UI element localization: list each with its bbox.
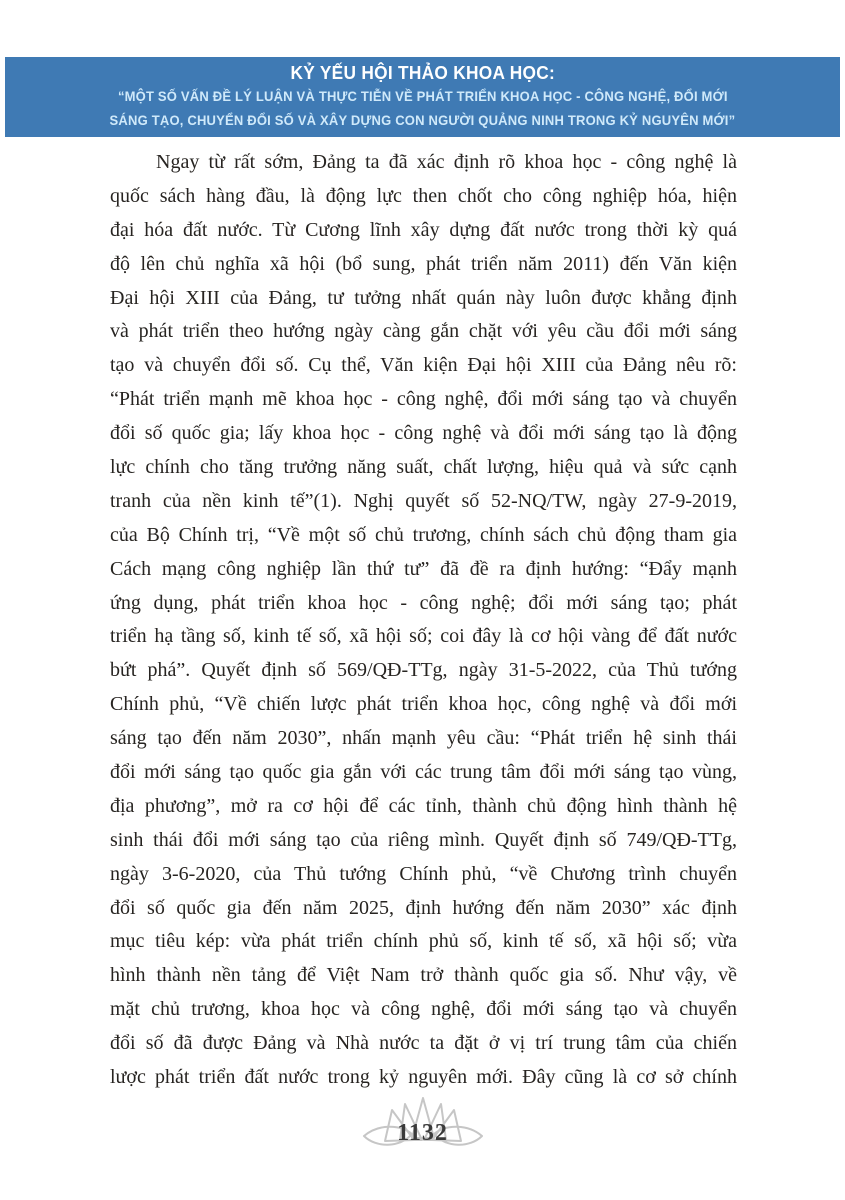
- page-footer: [0, 1094, 845, 1160]
- body-text-line: độ lên chủ nghĩa xã hội (bổ sung, phát triển năm 2011) đến Văn kiện: [110, 252, 737, 275]
- proceedings-title: KỶ YẾU HỘI THẢO KHOA HỌC:: [290, 63, 555, 83]
- body-text-line: ngày 3-6-2020, của Thủ tướng Chính phủ, “về Chương trình chuyển: [110, 862, 737, 885]
- body-text-line: Ngay từ rất sớm, Đảng ta đã xác định rõ khoa học - công nghệ là: [156, 151, 737, 173]
- body-text-line: đổi số quốc gia; lấy khoa học - công nghệ và đổi mới sáng tạo là động: [110, 422, 737, 445]
- body-text-line: của Bộ Chính trị, “Về một số chủ trương, chính sách chủ động tham gia: [110, 523, 737, 546]
- body-text-line: và phát triển theo hướng ngày càng gắn chặt với yêu cầu đổi mới sáng: [110, 320, 737, 343]
- body-text-line: Cách mạng công nghiệp lần thứ tư” đã đề ra định hướng: “Đẩy mạnh: [110, 557, 737, 580]
- body-text-line: đổi số đã được Đảng và Nhà nước ta đặt ở vị trí trung tâm của chiến: [110, 1032, 737, 1055]
- body-text-line: lược phát triển đất nước trong kỷ nguyên mới. Đây cũng là cơ sở chính: [110, 1066, 737, 1089]
- body-text-line: tranh của nền kinh tế”(1). Nghị quyết số 52-NQ/TW, ngày 27-9-2019,: [110, 489, 737, 512]
- body-text-line: hình thành nền tảng để Việt Nam trở thành quốc gia số. Như vậy, về: [110, 964, 737, 987]
- body-text-line: đổi mới sáng tạo quốc gia gắn với các trung tâm đổi mới sáng tạo vùng,: [110, 761, 737, 784]
- body-text-line: tạo và chuyển đổi số. Cụ thể, Văn kiện Đại hội XIII của Đảng nêu rõ:: [110, 354, 737, 377]
- body-text-line: Đại hội XIII của Đảng, tư tưởng nhất quán này luôn được khẳng định: [110, 286, 737, 309]
- conference-subtitle-line2: SÁNG TẠO, CHUYỂN ĐỔI SỐ VÀ XÂY DỰNG CON NGƯỜI QUẢNG NINH TRONG KỶ NGUYÊN MỚI”: [109, 112, 736, 128]
- body-text-line: bứt phá”. Quyết định số 569/QĐ-TTg, ngày 31-5-2022, của Thủ tướng: [110, 659, 737, 682]
- body-text-line: ứng dụng, phát triển khoa học - công nghệ; đổi mới sáng tạo; phát: [110, 591, 737, 614]
- conference-header-banner: [5, 57, 840, 137]
- body-text-line: mặt chủ trương, khoa học và công nghệ, đổi mới sáng tạo và chuyển: [110, 998, 737, 1021]
- body-text-line: mục tiêu kép: vừa phát triển chính phủ số, kinh tế số, xã hội số; vừa: [110, 930, 737, 953]
- article-body-paragraph: [110, 146, 737, 1095]
- body-text-line: đại hóa đất nước. Từ Cương lĩnh xây dựng đất nước trong thời kỳ quá: [110, 218, 737, 241]
- body-text-line: “Phát triển mạnh mẽ khoa học - công nghệ, đổi mới sáng tạo và chuyển: [110, 388, 737, 411]
- body-text-line: sinh thái đổi mới sáng tạo của riêng mình. Quyết định số 749/QĐ-TTg,: [110, 828, 737, 851]
- body-text-line: đổi số quốc gia đến năm 2025, định hướng đến năm 2030” xác định: [110, 896, 737, 919]
- body-text-line: triển hạ tầng số, kinh tế số, xã hội số; coi đây là cơ hội vàng để đất nước: [110, 625, 737, 648]
- page-number: 1132: [397, 1120, 448, 1146]
- conference-subtitle-line1: “MỘT SỐ VẤN ĐỀ LÝ LUẬN VÀ THỰC TIỄN VỀ PHÁT TRIỂN KHOA HỌC - CÔNG NGHỆ, ĐỔI MỚI: [117, 88, 728, 104]
- body-text-line: sáng tạo đến năm 2030”, nhấn mạnh yêu cầu: “Phát triển hệ sinh thái: [110, 727, 737, 750]
- body-text-line: địa phương”, mở ra cơ hội để các tỉnh, thành chủ động hình thành hệ: [110, 794, 737, 817]
- page-number-ornament: [358, 1096, 488, 1158]
- body-text-line: Chính phủ, “Về chiến lược phát triển khoa học, công nghệ và đổi mới: [110, 693, 737, 716]
- body-text-line: quốc sách hàng đầu, là động lực then chốt cho công nghiệp hóa, hiện: [110, 184, 737, 207]
- body-text-line: lực chính cho tăng trưởng năng suất, chất lượng, hiệu quả và sức cạnh: [110, 456, 737, 479]
